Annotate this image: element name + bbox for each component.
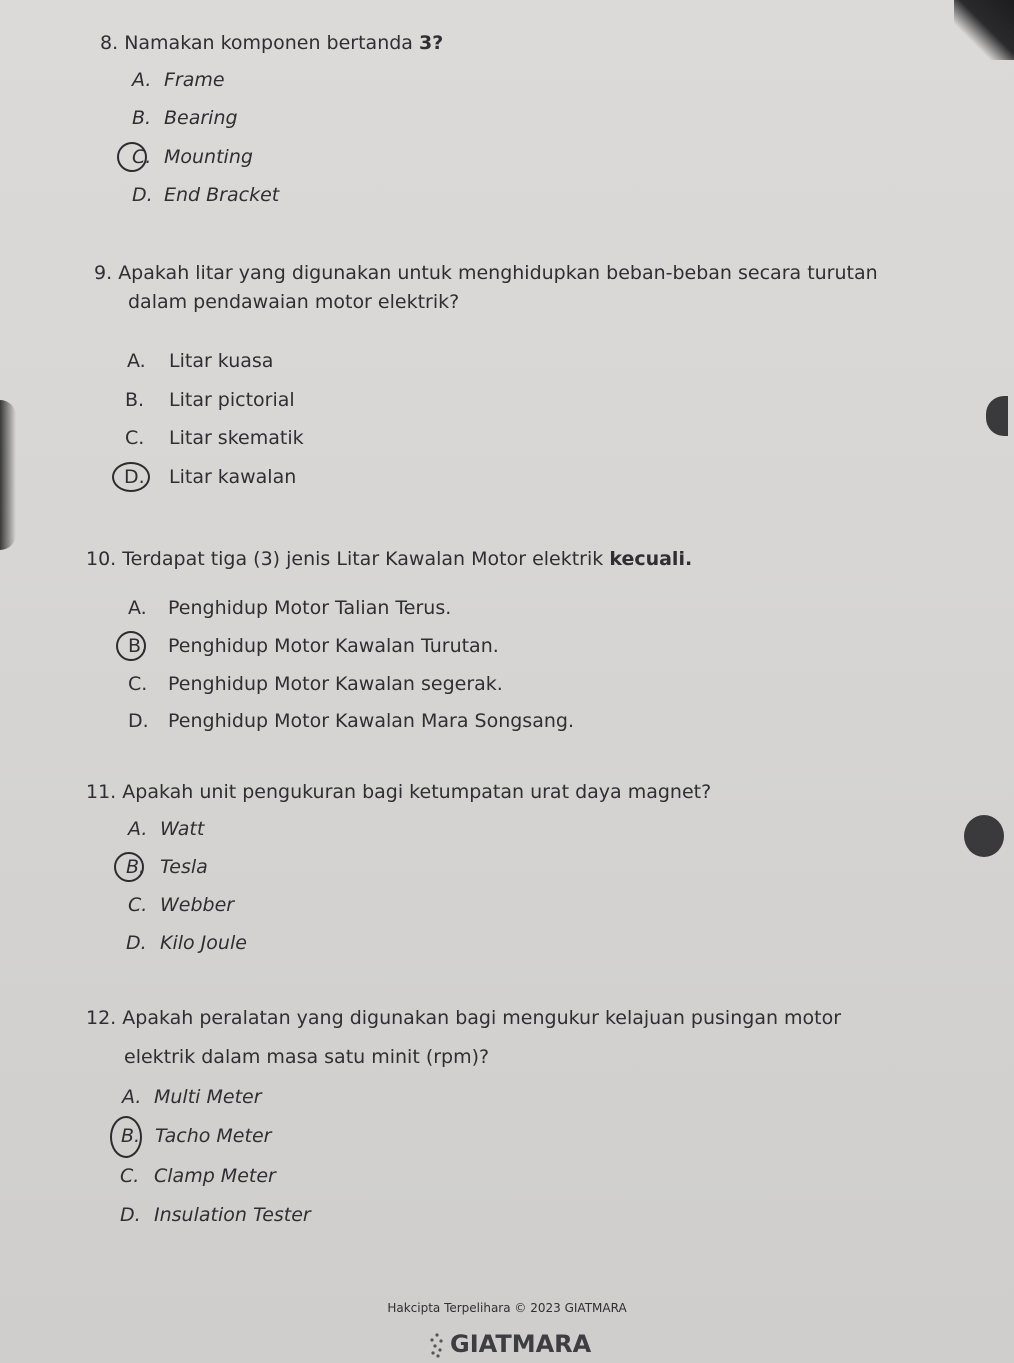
option-letter: B. — [125, 389, 145, 411]
option-text: Kilo Joule — [160, 932, 247, 954]
binder-hole — [986, 396, 1008, 436]
option-text: Penghidup Motor Kawalan segerak. — [168, 673, 503, 695]
question-text: Apakah unit pengukuran bagi ketumpatan urat daya magnet? — [122, 781, 712, 803]
question-emphasis: kecuali. — [609, 548, 693, 570]
option-text: Litar kawalan — [169, 466, 297, 488]
option-11a[interactable] — [128, 816, 204, 842]
option-letter: D. — [132, 184, 153, 206]
question-9 — [94, 259, 878, 287]
option-12a[interactable] — [122, 1084, 262, 1110]
logo-wordmark: GIATMARA — [450, 1330, 592, 1358]
option-text: Penghidup Motor Talian Terus. — [168, 597, 452, 619]
option-text: Insulation Tester — [154, 1204, 311, 1226]
option-text: Clamp Meter — [154, 1165, 276, 1187]
option-8c[interactable] — [132, 144, 253, 170]
option-text: Litar kuasa — [169, 350, 274, 372]
question-8 — [100, 29, 443, 57]
option-letter: B. — [121, 1125, 141, 1147]
option-8b[interactable] — [132, 105, 238, 131]
option-text: End Bracket — [164, 184, 280, 206]
copyright-footer: Hakcipta Terpelihara © 2023 GIATMARA — [387, 1301, 627, 1315]
option-letter: C. — [128, 673, 148, 695]
question-11 — [86, 778, 711, 806]
option-letter: A. — [127, 350, 146, 372]
question-number: 10. — [86, 548, 117, 570]
option-letter: A. — [132, 69, 152, 91]
option-9b[interactable] — [125, 387, 295, 413]
option-8d[interactable] — [132, 182, 279, 208]
option-text: Tacho Meter — [155, 1125, 272, 1147]
option-text: Multi Meter — [154, 1086, 262, 1108]
option-letter: A. — [122, 1086, 142, 1108]
option-letter: C. — [120, 1165, 140, 1187]
option-9d[interactable] — [124, 464, 296, 490]
question-12 — [86, 1004, 841, 1032]
question-9-continued — [128, 288, 459, 316]
option-letter: C. — [125, 427, 145, 449]
question-number: 8. — [100, 32, 119, 54]
question-text-line1: Apakah litar yang digunakan untuk menghidupkan beban-beban secara turutan — [118, 262, 878, 284]
question-10 — [86, 545, 692, 573]
question-text: Namakan komponen bertanda — [124, 32, 419, 54]
option-letter: D. — [120, 1204, 141, 1226]
option-12d[interactable] — [120, 1202, 311, 1228]
option-11d[interactable] — [126, 930, 247, 956]
question-number: 9. — [94, 262, 113, 284]
question-text-line2: dalam pendawaian motor elektrik? — [128, 291, 460, 313]
option-text: Litar skematik — [169, 427, 304, 449]
option-9c[interactable] — [125, 425, 304, 451]
question-number: 11. — [86, 781, 117, 803]
question-text: Terdapat tiga (3) jenis Litar Kawalan Motor elektrik — [122, 548, 610, 570]
question-number: 12. — [86, 1007, 117, 1029]
option-8a[interactable] — [132, 67, 225, 93]
option-text: Tesla — [160, 856, 208, 878]
option-10c[interactable] — [128, 671, 503, 697]
question-text-line2: elektrik dalam masa satu minit (rpm)? — [124, 1046, 490, 1068]
option-text: Penghidup Motor Kawalan Mara Songsang. — [168, 710, 574, 732]
giatmara-logo — [428, 1328, 592, 1362]
option-12c[interactable] — [120, 1163, 276, 1189]
question-emphasis: 3? — [418, 32, 444, 54]
option-10a[interactable] — [128, 595, 451, 621]
option-text: Penghidup Motor Kawalan Turutan. — [168, 635, 499, 657]
option-10d[interactable] — [128, 708, 574, 734]
photo-edge-shadow — [0, 400, 16, 550]
option-11b[interactable] — [126, 854, 208, 880]
option-text: Watt — [160, 818, 205, 840]
logo-mark-icon — [428, 1332, 446, 1358]
option-12b[interactable] — [121, 1123, 271, 1149]
option-10b[interactable] — [128, 633, 499, 659]
option-text: Webber — [160, 894, 235, 916]
option-9a[interactable] — [127, 348, 273, 374]
question-12-continued — [124, 1043, 489, 1071]
option-11c[interactable] — [128, 892, 234, 918]
binder-hole — [964, 815, 1004, 857]
question-text-line1: Apakah peralatan yang digunakan bagi mengukur kelajuan pusingan motor — [122, 1007, 842, 1029]
option-letter: B. — [132, 107, 152, 129]
option-letter: D. — [124, 466, 145, 488]
option-letter: B. — [128, 635, 148, 657]
option-letter: D. — [126, 932, 147, 954]
photo-corner-shadow — [954, 0, 1014, 60]
option-letter: C. — [128, 894, 148, 916]
option-text: Litar pictorial — [169, 389, 295, 411]
option-text: Frame — [164, 69, 225, 91]
option-letter: A. — [128, 597, 147, 619]
option-text: Mounting — [164, 146, 253, 168]
option-letter: A. — [128, 818, 148, 840]
option-letter: D. — [128, 710, 149, 732]
option-text: Bearing — [164, 107, 238, 129]
option-letter: B. — [126, 856, 146, 878]
option-letter: C. — [132, 146, 152, 168]
